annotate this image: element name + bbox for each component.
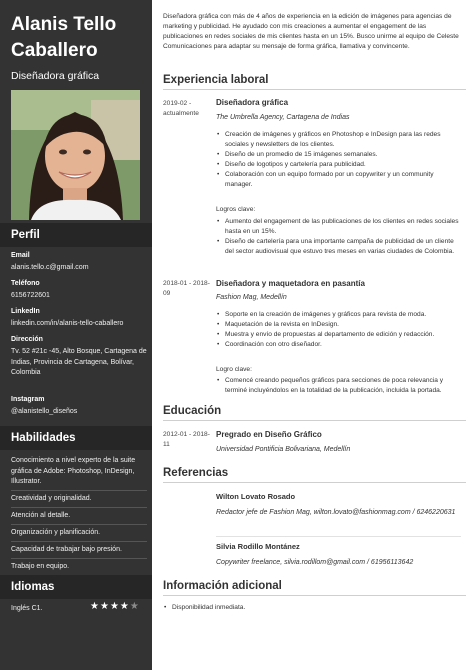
job-company: The Umbrella Agency, Cartagena de Indias	[216, 114, 350, 121]
star-empty-icon: ★	[129, 601, 140, 612]
star-filled-icon: ★	[109, 601, 120, 612]
list-item: • Aumento del engagement de las publicaciones de los clientes en redes sociales hasta en un 15%.	[216, 217, 461, 237]
divider	[11, 507, 147, 508]
list-item: • Diseño de cartelería para una importante campaña de publicidad de un cliente del sector audiovisual que estuvo tres meses en varias ciudades de Colombia.	[216, 237, 461, 257]
skills-heading: Habilidades	[0, 426, 152, 450]
list-item: • Colaboración con un equipo formado por un copywriter y un community manager.	[216, 170, 461, 190]
list-item: • Soporte en la creación de imágenes y gráficos para revista de moda.	[216, 310, 461, 320]
skill-item: Capacidad de trabajar bajo presión.	[11, 546, 122, 553]
job-title: Diseñadora gráfica	[216, 98, 289, 107]
reference-name: Wilton Lovato Rosado	[216, 492, 296, 501]
divider	[11, 558, 147, 559]
reference-name: Silvia Rodillo Montánez	[216, 542, 300, 551]
email-label: Email	[11, 252, 30, 259]
list-item: • Coordinación con otro diseñador.	[216, 340, 461, 350]
candidate-name: Alanis Tello Caballero	[11, 14, 117, 61]
job-responsibilities	[216, 310, 461, 350]
phone-value: 6156722601	[11, 292, 50, 299]
reference-detail: Redactor jefe de Fashion Mag, wilton.lovato@fashionmag.com / 6246220631	[216, 509, 456, 516]
job-achievements	[216, 376, 461, 396]
candidate-role: Diseñadora gráfica	[11, 70, 100, 82]
references-heading: Referencias	[163, 467, 466, 483]
achievements-label: Logros clave:	[216, 206, 256, 213]
linkedin-label: LinkedIn	[11, 308, 40, 315]
education-school: Universidad Pontificia Bolivariana, Medellín	[216, 446, 351, 453]
list-item: • Maquetación de la revista en InDesign.	[216, 320, 461, 330]
phone-label: Teléfono	[11, 280, 40, 287]
skill-item: Trabajo en equipo.	[11, 563, 70, 570]
job-company: Fashion Mag, Medellín	[216, 294, 287, 301]
job-responsibilities	[216, 130, 461, 190]
divider	[11, 541, 147, 542]
professional-summary: Diseñadora gráfica con más de 4 años de experiencia en la edición de imágenes para agencias de marketing y publicidad. He ayudado con mis creaciones a aumentar el engagement de las publicaciones en redes sociales de mis clientes hasta en un 15%. Busco unirme al equipo de Celeste Comunicaciones para adaptar su mensaje de forma gráfica, llamativa y convincente.	[163, 13, 459, 50]
job-date: 2019-02 - actualmente	[163, 100, 199, 117]
skill-item: Creatividad y originalidad.	[11, 495, 92, 502]
instagram-value: @alanistello_diseños	[11, 408, 78, 415]
job-achievements	[216, 217, 461, 257]
star-filled-icon: ★	[99, 601, 110, 612]
language-rating	[90, 601, 140, 612]
list-item: • Disponibilidad inmediata.	[163, 603, 466, 613]
education-title: Pregrado en Diseño Gráfico	[216, 430, 322, 439]
skill-item: Atención al detalle.	[11, 512, 71, 519]
address-value: Tv. 52 #21c -45, Alto Bosque, Cartagena de Indias, Provincia de Cartagena, Bolívar, Colombia	[11, 348, 147, 376]
achievements-label: Logro clave:	[216, 366, 252, 373]
skill-item: Organización y planificación.	[11, 529, 101, 536]
address-label: Dirección	[11, 336, 43, 343]
divider	[216, 536, 461, 537]
list-item: • Muestra y envío de propuestas al departamento de edición y redacción.	[216, 330, 461, 340]
email-value: alanis.tello.c@gmail.com	[11, 264, 89, 271]
divider	[11, 490, 147, 491]
list-item: • Creación de imágenes y gráficos en Photoshop e InDesign para las redes sociales y newsletters de los clientes.	[216, 130, 461, 150]
job-date: 2018-01 - 2018-09	[163, 280, 210, 297]
education-date: 2012-01 - 2018-11	[163, 431, 210, 448]
experience-heading: Experiencia laboral	[163, 74, 466, 90]
skill-item: Conocimiento a nivel experto de la suite gráfica de Adobe: Photoshop, InDesign, Illustrator.	[11, 457, 136, 485]
star-filled-icon: ★	[119, 601, 130, 612]
reference-detail: Copywriter freelance, silvia.rodillom@gmail.com / 61956113642	[216, 559, 414, 566]
list-item: • Diseño de logotipos y cartelería para publicidad.	[216, 160, 461, 170]
education-heading: Educación	[163, 405, 466, 421]
additional-info-heading: Información adicional	[163, 580, 466, 596]
list-item: • Comencé creando pequeños gráficos para secciones de poca relevancia y terminé incluyéndolos en la totalidad de la publicación, incluida la portada.	[216, 376, 461, 396]
divider	[11, 524, 147, 525]
profile-photo	[11, 90, 140, 220]
language-name: Inglés C1.	[11, 605, 43, 612]
instagram-label: Instagram	[11, 396, 45, 403]
languages-heading: Idiomas	[0, 575, 152, 599]
profile-heading: Perfil	[0, 223, 152, 247]
main-content	[152, 0, 474, 670]
list-item: • Diseño de un promedio de 15 imágenes semanales.	[216, 150, 461, 160]
additional-info-list	[163, 603, 466, 613]
star-filled-icon: ★	[90, 601, 100, 612]
job-title: Diseñadora y maquetadora en pasantía	[216, 279, 365, 288]
sidebar	[0, 0, 152, 670]
linkedin-value: linkedin.com/in/alanis-tello-caballero	[11, 320, 124, 327]
